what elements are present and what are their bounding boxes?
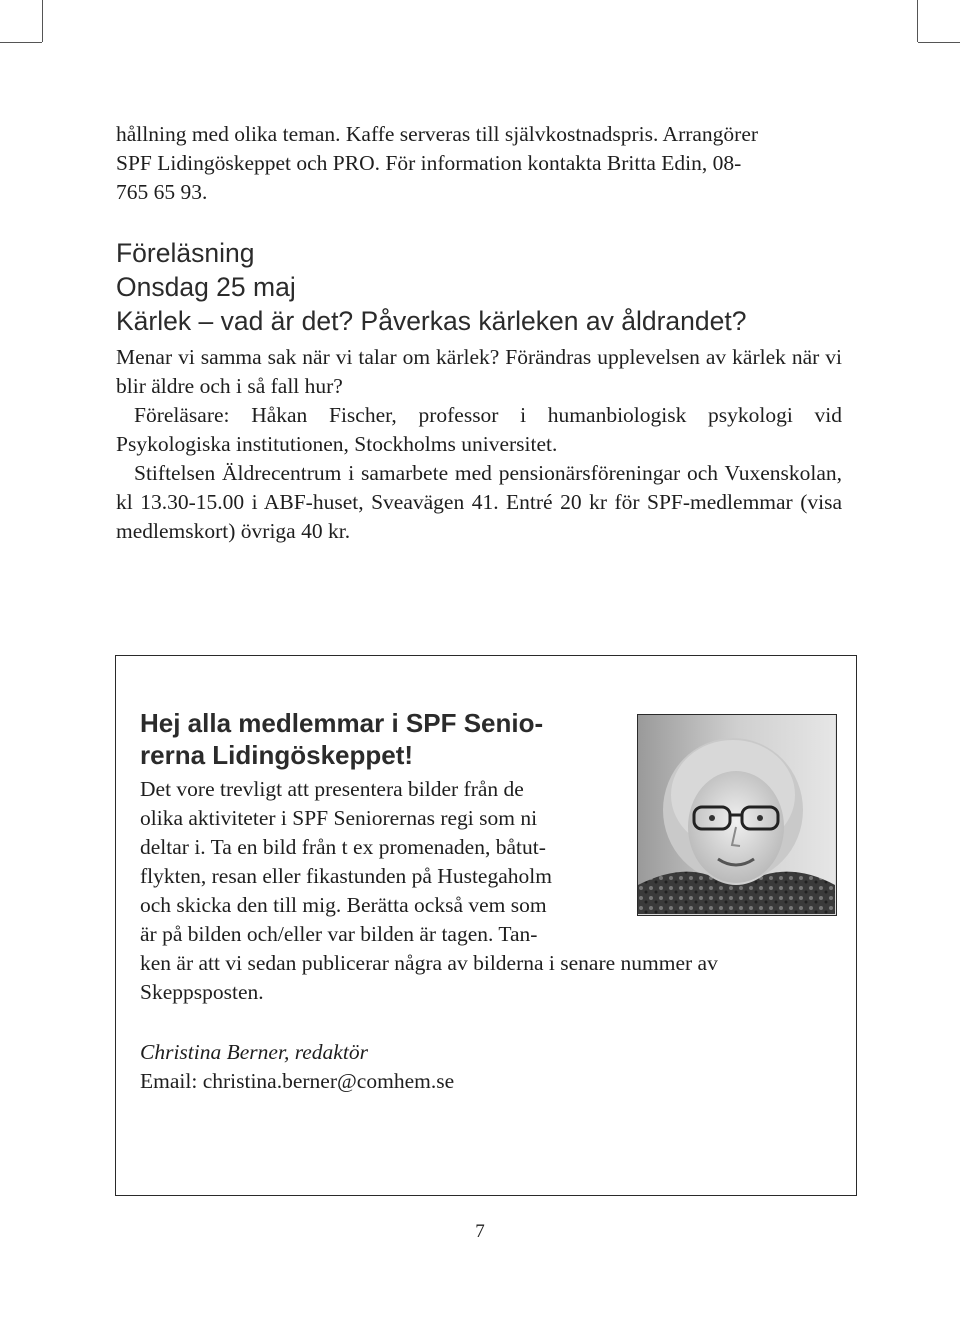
body-line: deltar i. Ta en bild från t ex promenaden, båtut- [140,835,546,859]
intro-line: 765 65 93. [116,180,208,204]
lecture-type-label: Föreläsning [116,238,255,268]
signature-name: Christina Berner, redaktör [140,1040,368,1064]
body-line: Det vore trevligt att presentera bilder från de [140,777,524,801]
lecture-lecturer: Föreläsare: Håkan Fischer, professor i humanbiologisk psykologi vid Psykologiska institutionen, Stockholms universitet. [116,403,842,456]
body-line: är på bilden och/eller var bilden är tagen. Tan- [140,922,538,946]
page-number: 7 [475,1221,485,1242]
lecture-question: Menar vi samma sak när vi talar om kärlek? Förändras upplevelsen av kärlek när vi blir äldre och i så fall hur? [116,345,842,398]
body-line: Skeppsposten. [140,980,264,1004]
signature-email: Email: christina.berner@comhem.se [140,1069,455,1093]
body-line: ken är att vi sedan publicerar några av bilderna i senare nummer av [140,951,718,975]
crop-mark [42,0,43,42]
lecture-body [116,343,842,546]
intro-line: hållning med olika teman. Kaffe serveras till självkostnadspris. Arrangörer [116,122,759,146]
member-box-heading-line: Hej alla medlemmar i SPF Senio- [140,708,544,738]
crop-mark [918,42,960,43]
intro-paragraph [116,120,842,207]
lecture-date: Onsdag 25 maj [116,272,296,302]
crop-mark [0,42,42,43]
body-line: och skicka den till mig. Berätta också vem som [140,893,547,917]
body-line: olika aktiviteter i SPF Seniorernas regi som ni [140,806,538,830]
crop-mark [917,0,918,42]
member-box-heading-line: rerna Lidingöskeppet! [140,740,414,770]
member-box-heading [140,707,610,771]
signature [140,1038,840,1096]
lecture-arrangement: Stiftelsen Äldrecentrum i samarbete med pensionärsföreningar och Vuxenskolan, kl 13.30-15.00 i ABF-huset, Sveavägen 41. Entré 20 kr för SPF-medlemmar (visa medlemskort) övriga 40 kr. [116,461,842,543]
intro-line: SPF Lidingöskeppet och PRO. För information kontakta Britta Edin, 08- [116,151,742,175]
member-box-body [140,775,840,1007]
lecture-title: Kärlek – vad är det? Påverkas kärleken av åldrandet? [116,306,747,336]
lecture-heading [116,236,856,338]
body-line: flykten, resan eller fikastunden på Hustegaholm [140,864,552,888]
